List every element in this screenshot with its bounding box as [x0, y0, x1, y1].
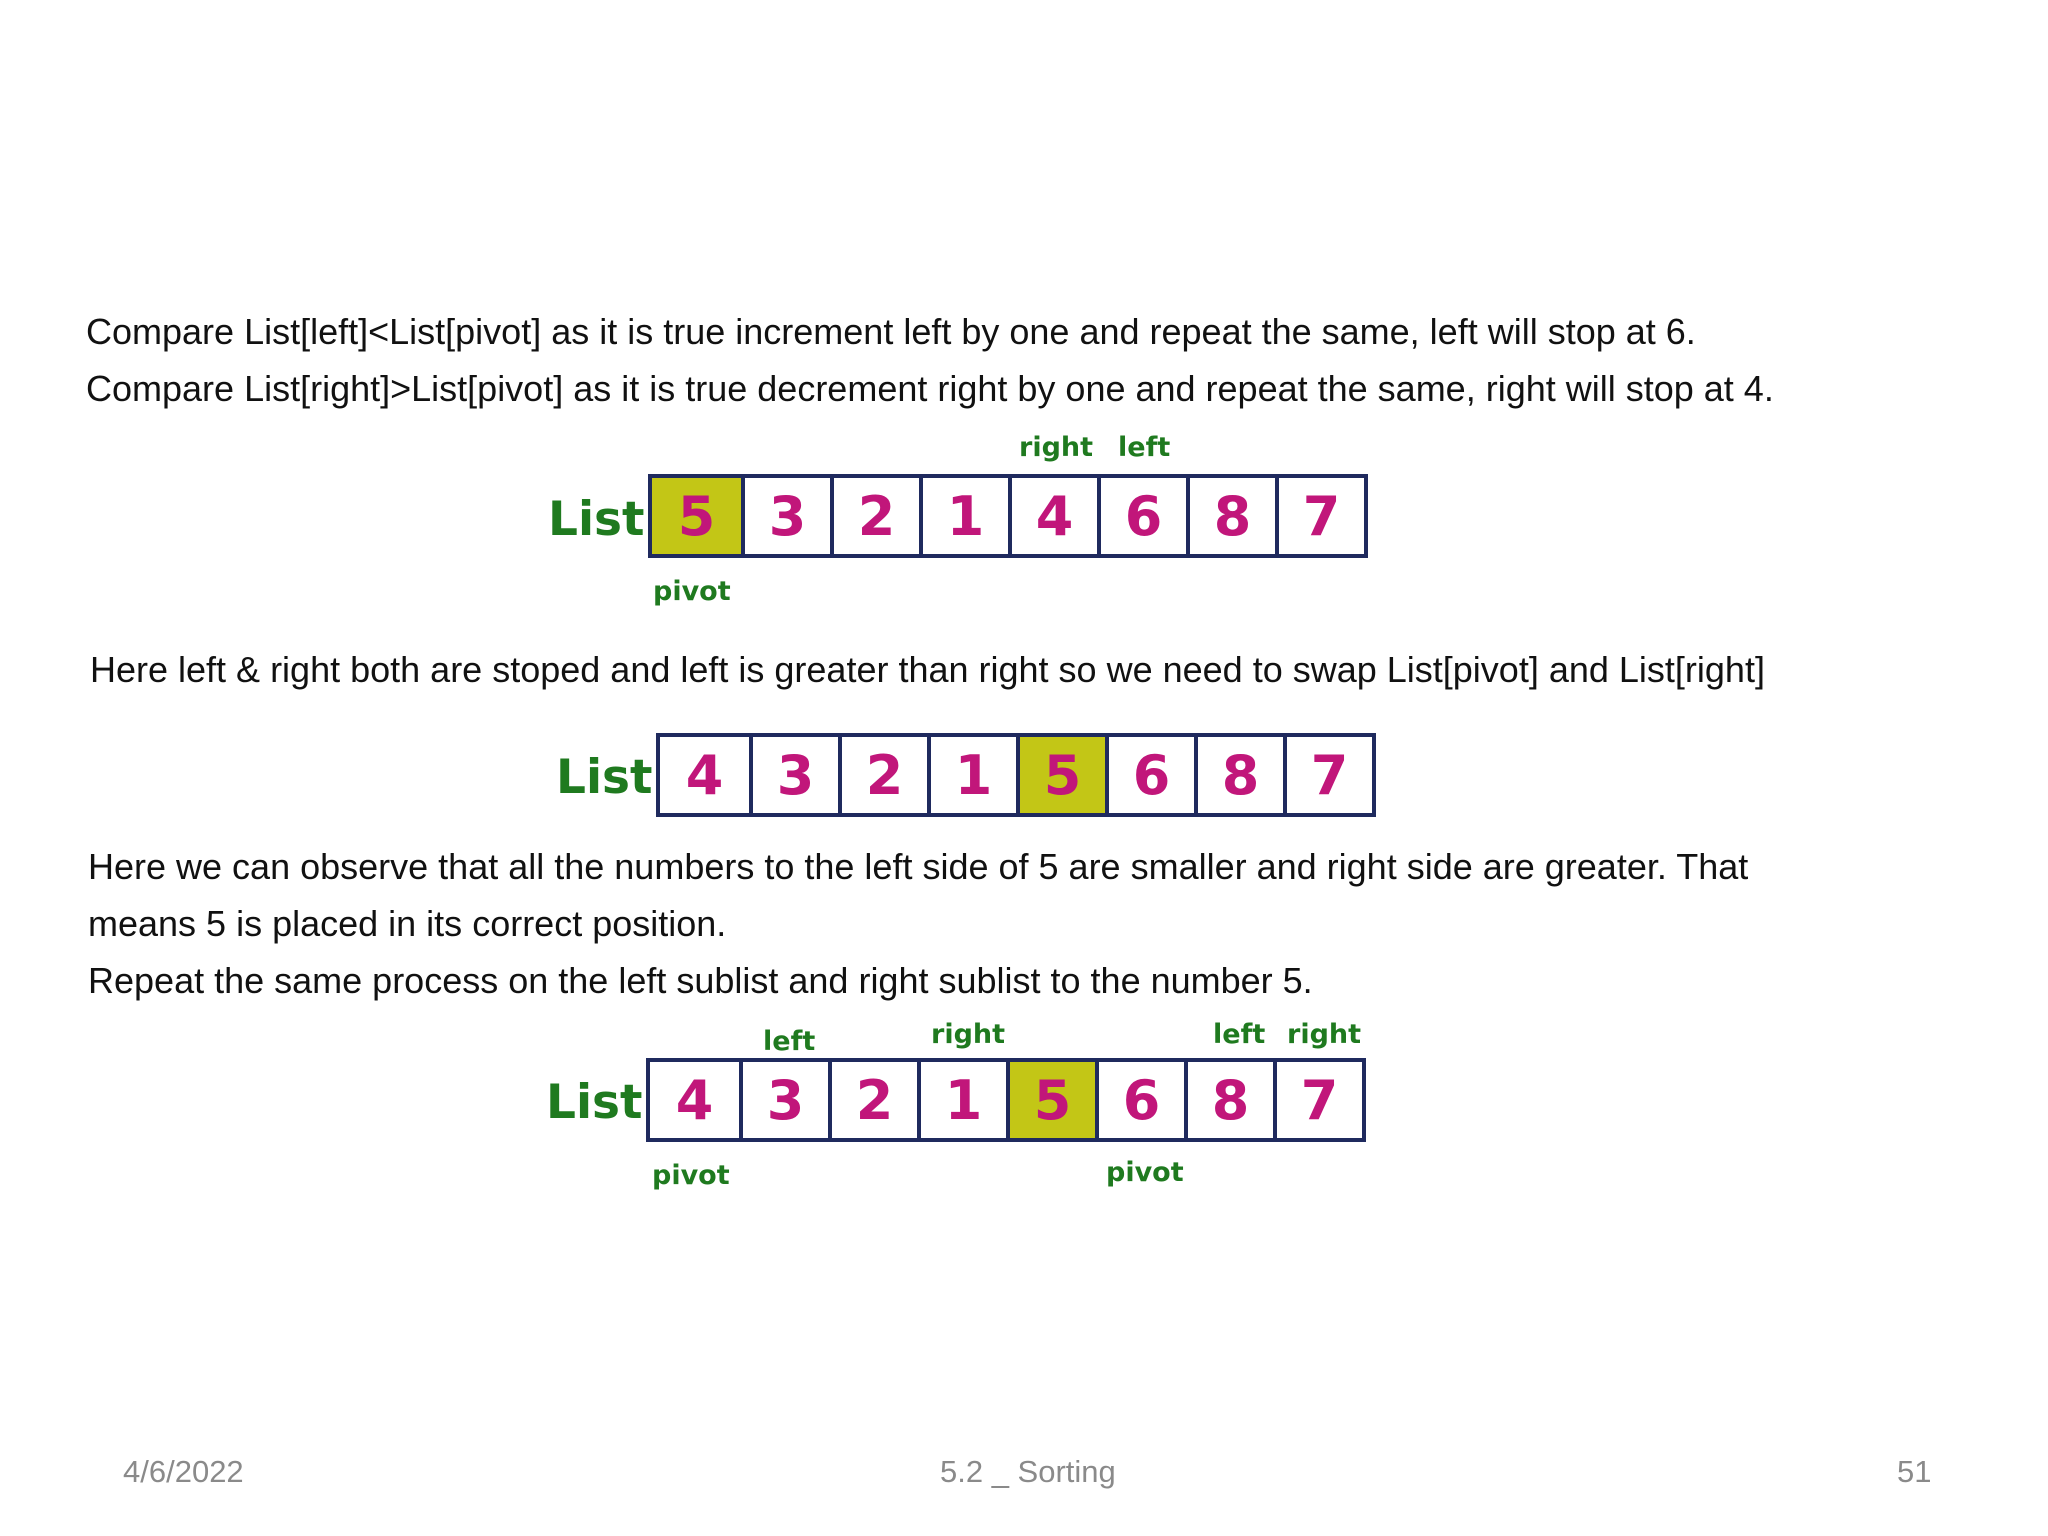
- list-cell: 2: [830, 478, 919, 554]
- footer-date: 4/6/2022: [123, 1454, 244, 1489]
- pointer-left-label: left: [763, 1026, 816, 1057]
- pointer-pivot-label: pivot: [653, 576, 731, 607]
- list-cell: 4: [660, 737, 749, 813]
- list-cell: 3: [739, 1062, 828, 1138]
- list-cell: 7: [1273, 1062, 1362, 1138]
- list-cell: 8: [1184, 1062, 1273, 1138]
- list-cell: 1: [919, 478, 1008, 554]
- list-array: [648, 474, 1368, 558]
- list-cell: 2: [828, 1062, 917, 1138]
- list-cell: 7: [1283, 737, 1372, 813]
- list-cell: 6: [1097, 478, 1186, 554]
- text-line-compare-left: Compare List[left]<List[pivot] as it is true increment left by one and repeat the same, left will stop at 6.: [86, 311, 1696, 352]
- pointer-pivot-label: pivot: [652, 1160, 730, 1191]
- pointer-pivot-label: pivot: [1106, 1157, 1184, 1188]
- list-label: List: [546, 1075, 643, 1130]
- list-cell: 1: [917, 1062, 1006, 1138]
- list-cell: 4: [650, 1062, 739, 1138]
- list-array: [656, 733, 1376, 817]
- list-cell: 3: [741, 478, 830, 554]
- list-cell: 5: [652, 478, 741, 554]
- text-line-swap: Here left & right both are stoped and left is greater than right so we need to swap List[pivot] and List[right]: [90, 649, 1765, 690]
- list-cell: 6: [1105, 737, 1194, 813]
- pointer-left-label: left: [1213, 1019, 1266, 1050]
- text-line-compare-right: Compare List[right]>List[pivot] as it is true decrement right by one and repeat the same, right will stop at 4.: [86, 368, 1774, 409]
- list-cell: 3: [749, 737, 838, 813]
- list-label: List: [556, 750, 653, 805]
- list-cell: 5: [1006, 1062, 1095, 1138]
- footer-page-number: 51: [1897, 1454, 1932, 1489]
- pointer-right-label: right: [1019, 432, 1094, 463]
- list-cell: 8: [1186, 478, 1275, 554]
- list-cell: 4: [1008, 478, 1097, 554]
- list-cell: 5: [1016, 737, 1105, 813]
- list-cell: 1: [927, 737, 1016, 813]
- text-line-repeat: Repeat the same process on the left sublist and right sublist to the number 5.: [88, 960, 1313, 1001]
- text-line-observe-1: Here we can observe that all the numbers to the left side of 5 are smaller and right side are greater. That: [88, 846, 1749, 887]
- pointer-right-label: right: [931, 1019, 1006, 1050]
- pointer-left-label: left: [1118, 432, 1171, 463]
- footer-title: 5.2 _ Sorting: [940, 1454, 1116, 1489]
- list-cell: 6: [1095, 1062, 1184, 1138]
- list-cell: 7: [1275, 478, 1364, 554]
- list-cell: 8: [1194, 737, 1283, 813]
- list-cell: 2: [838, 737, 927, 813]
- text-line-observe-2: means 5 is placed in its correct position.: [88, 903, 727, 944]
- list-array: [646, 1058, 1366, 1142]
- list-label: List: [548, 492, 645, 547]
- pointer-right-label: right: [1287, 1019, 1362, 1050]
